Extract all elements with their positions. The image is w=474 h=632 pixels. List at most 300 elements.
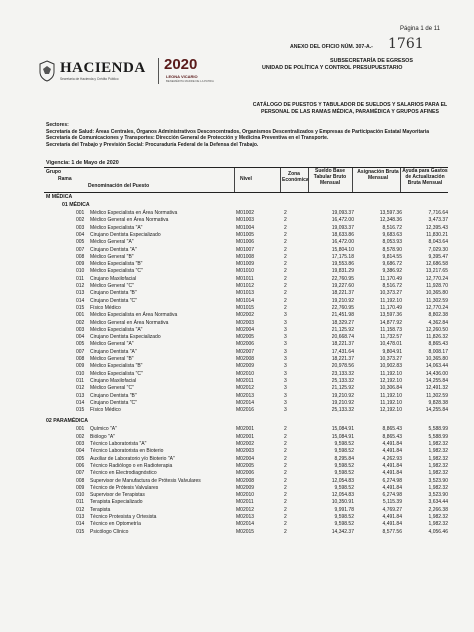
asignacion-value: 4,491.84 <box>382 470 402 477</box>
table-row <box>44 393 448 400</box>
sueldo-value: 14,342.37 <box>331 528 354 535</box>
nivel-code: M02013 <box>236 514 255 520</box>
zona-value: 3 <box>284 312 287 319</box>
puesto-name: Médico Especialista en Área Normativa <box>90 312 178 319</box>
rama-code: 015 <box>76 407 85 414</box>
sueldo-value: 15,084.91 <box>331 433 354 440</box>
table-row <box>44 499 448 506</box>
zona-value: 2 <box>284 268 287 275</box>
ayuda-value: 12,686.58 <box>425 261 448 268</box>
sectores-line: Secretaría del Trabajo y Previsión Social: Procuraduría Federal de la Defensa del Trabajo. <box>46 141 259 148</box>
rama-code: 009 <box>76 484 85 491</box>
rama-code: 002 <box>76 217 85 224</box>
puesto-name: Técnico Protesista y Ortesista <box>90 514 157 520</box>
sectores-line: Secretaría de Salud: Áreas Centrales, Órganos Administrativos Desconcentrados, Organismos Descentralizados y Empresas de Participación Estatal Mayoritaria <box>46 128 430 135</box>
puesto-name: Técnico Radiólogo o en Radioterapia <box>90 462 173 469</box>
sueldo-value: 16,472.00 <box>331 239 354 246</box>
year-text: 2020 <box>164 56 198 73</box>
nivel-code: M02012 <box>236 385 255 392</box>
table-row <box>44 448 448 455</box>
table-row <box>44 247 448 254</box>
catalogo-title: CATÁLOGO DE PUESTOS Y TABULADOR DE SUELDOS Y SALARIOS PARA EL PERSONAL DE LAS RAMAS MÉDICA, PARAMÉDICA Y GRUPOS AFINES <box>252 102 448 115</box>
unidad-title: UNIDAD DE POLÍTICA Y CONTROL PRESUPUESTARIO <box>262 65 403 71</box>
sueldo-value: 23,133.32 <box>331 370 354 377</box>
sectores-line: Secretaría de Comunicaciones y Transportes: Dirección General de Protección y Medicina Preventiva en el Transporte. <box>46 135 329 142</box>
nivel-code: M02010 <box>236 492 255 499</box>
sueldo-value: 20,978.56 <box>331 363 354 370</box>
ayuda-value: 14,063.44 <box>425 363 448 370</box>
sueldo-value: 9,598.52 <box>334 484 354 491</box>
puesto-name: Médico Especialista "B" <box>90 261 143 268</box>
header-denominacion: Denominación del Puesto <box>88 183 150 189</box>
sueldo-value: 12,054.83 <box>331 477 354 484</box>
puesto-name: Médico General "C" <box>90 385 134 392</box>
asignacion-value: 4,491.84 <box>382 484 402 491</box>
nivel-code: M02007 <box>236 348 255 355</box>
nivel-code: M01002 <box>236 210 255 216</box>
puesto-name: Cirujano Dentista "A" <box>90 348 137 355</box>
zona-value: 2 <box>284 210 287 216</box>
nivel-code: M02001 <box>236 433 255 440</box>
zona-value: 2 <box>284 514 287 520</box>
asignacion-value: 4,769.27 <box>382 506 402 513</box>
nivel-code: M02006 <box>236 470 255 477</box>
zona-value: 2 <box>284 528 287 535</box>
sueldo-value: 19,210.92 <box>331 392 354 399</box>
rama-title: 02 PARAMÉDICA <box>46 418 88 425</box>
asignacion-value: 4,491.84 <box>382 448 402 455</box>
asignacion-value: 10,902.83 <box>379 363 402 370</box>
nivel-code: M01006 <box>236 239 255 246</box>
nivel-code: M02009 <box>236 484 255 491</box>
nivel-code: M02016 <box>236 407 255 414</box>
zona-value: 2 <box>284 470 287 477</box>
rama-code: 008 <box>76 356 85 362</box>
sueldo-value: 21,125.92 <box>331 326 354 333</box>
rama-code: 007 <box>76 348 85 355</box>
sueldo-value: 15,084.91 <box>331 426 354 433</box>
nivel-code: M02008 <box>236 477 255 484</box>
nivel-code: M02004 <box>236 326 255 333</box>
nivel-code: M01009 <box>236 261 255 268</box>
nivel-code: M02011 <box>236 377 254 384</box>
asignacion-value: 8,053.93 <box>382 239 402 246</box>
table-row <box>44 470 448 477</box>
table-row <box>44 239 448 246</box>
nivel-code: M02005 <box>236 334 255 341</box>
rama-code: 010 <box>76 492 85 499</box>
asignacion-value: 10,373.27 <box>379 290 402 297</box>
nivel-code: M01008 <box>236 253 255 260</box>
table-row <box>44 327 448 334</box>
ayuda-value: 8,802.38 <box>428 312 448 319</box>
rama-code: 003 <box>76 326 85 333</box>
sueldo-value: 19,831.29 <box>331 268 354 275</box>
puesto-name: Terapista Especializado <box>90 499 143 506</box>
table-row <box>44 507 448 514</box>
year-logo <box>164 56 224 86</box>
ayuda-value: 1,982.32 <box>428 484 448 491</box>
puesto-name: Médico Especialista "C" <box>90 268 143 275</box>
rama-code: 009 <box>76 261 85 268</box>
nivel-code: M01012 <box>236 283 255 289</box>
ayuda-value: 3,473.37 <box>428 217 448 224</box>
header-ayuda: Ayuda para Gastos de Actualización Bruta Mensual <box>402 168 448 186</box>
ayuda-value: 11,830.21 <box>426 231 448 238</box>
table-row <box>44 349 448 356</box>
table-row <box>44 407 448 414</box>
ayuda-value: 3,634.44 <box>428 499 448 506</box>
zona-value: 3 <box>284 370 287 377</box>
sueldo-value: 19,210.92 <box>331 399 354 406</box>
asignacion-value: 8,516.72 <box>382 224 402 231</box>
ayuda-value: 12,770.24 <box>425 275 448 282</box>
puesto-name: Químico "A" <box>90 426 117 433</box>
asignacion-value: 10,478.01 <box>379 341 402 348</box>
ayuda-value: 1,982.32 <box>428 462 448 469</box>
sueldo-value: 21,125.92 <box>331 385 354 392</box>
zona-value: 2 <box>284 492 287 499</box>
ayuda-value: 14,255.84 <box>425 377 448 384</box>
rama-code: 007 <box>76 470 85 477</box>
zona-value: 3 <box>284 334 287 341</box>
header-asignacion: Asignación Bruta Mensual <box>357 169 399 181</box>
sueldo-value: 15,804.10 <box>331 246 354 253</box>
table-row <box>44 232 448 239</box>
puesto-name: Médico Especialista "A" <box>90 326 143 333</box>
zona-value: 2 <box>284 455 287 462</box>
asignacion-value: 4,491.84 <box>382 514 402 520</box>
puesto-name: Cirujano Dentista "C" <box>90 297 137 304</box>
table-row <box>44 356 448 363</box>
header-sueldo: Sueldo Base Tabular Bruto Mensual <box>313 168 347 186</box>
ayuda-value: 1,982.32 <box>428 470 448 477</box>
sueldo-value: 9,598.52 <box>334 448 354 455</box>
sueldo-value: 18,221.37 <box>331 356 354 362</box>
zona-value: 3 <box>284 326 287 333</box>
table-row <box>44 261 448 268</box>
puesto-name: Físico Médico <box>90 304 121 311</box>
nivel-code: M02014 <box>236 521 255 528</box>
table-row <box>44 521 448 528</box>
ayuda-value: 12,395.43 <box>425 224 448 231</box>
asignacion-value: 10,373.27 <box>379 356 402 362</box>
zona-value: 2 <box>284 441 287 447</box>
table-row <box>44 290 448 297</box>
vigencia: Vigencia: 1 de Mayo de 2020 <box>46 160 119 166</box>
nivel-code: M01004 <box>236 224 255 231</box>
table-row <box>44 371 448 378</box>
ayuda-value: 11,928.70 <box>426 283 448 289</box>
rama-code: 005 <box>76 239 85 246</box>
puesto-name: Cirujano Dentista Especializado <box>90 334 161 341</box>
ayuda-value: 4,056.46 <box>428 528 448 535</box>
table-row <box>44 441 448 448</box>
nivel-code: M02003 <box>236 448 255 455</box>
sueldo-value: 18,221.37 <box>331 341 354 348</box>
table-row <box>44 478 448 485</box>
sectores-line: Sectores: <box>46 122 69 128</box>
header-divider <box>308 168 309 192</box>
asignacion-value: 8,516.72 <box>382 283 402 289</box>
sueldo-value: 18,221.37 <box>331 290 354 297</box>
asignacion-value: 8,577.56 <box>382 528 402 535</box>
nivel-code: M02003 <box>236 319 255 326</box>
table-row <box>44 456 448 463</box>
rama-code: 005 <box>76 455 85 462</box>
puesto-name: Médico General "A" <box>90 341 134 348</box>
sueldo-value: 19,553.86 <box>331 261 354 268</box>
sueldo-value: 9,598.52 <box>334 521 354 528</box>
puesto-name: Médico General "C" <box>90 283 134 289</box>
rama-code: 011 <box>76 499 84 506</box>
nivel-code: M02006 <box>236 341 255 348</box>
sueldo-value: 19,093.37 <box>331 210 354 216</box>
rama-code: 001 <box>76 210 85 216</box>
oficio-label: ANEXO DEL OFICIO NÚM. 307-A.- <box>290 44 373 50</box>
table-row <box>44 385 448 392</box>
sueldo-value: 9,598.52 <box>334 514 354 520</box>
rama-code: 013 <box>76 514 85 520</box>
ayuda-value: 8,865.43 <box>428 341 448 348</box>
ayuda-value: 5,588.99 <box>428 433 448 440</box>
asignacion-value: 11,170.49 <box>380 275 402 282</box>
asignacion-value: 13,597.36 <box>379 210 402 216</box>
table-row <box>44 276 448 283</box>
puesto-name: Auxiliar de Laboratorio y/o Bioterio "A" <box>90 455 175 462</box>
nivel-code: M01003 <box>236 217 255 224</box>
sueldo-value: 10,350.91 <box>331 499 354 506</box>
rama-code: 007 <box>76 246 85 253</box>
logo-divider <box>158 58 159 84</box>
nivel-code: M02012 <box>236 506 255 513</box>
rama-code: 002 <box>76 319 85 326</box>
ayuda-value: 1,982.32 <box>428 441 448 447</box>
nivel-code: M02001 <box>236 426 255 433</box>
puesto-name: Técnico en Optometría <box>90 521 141 528</box>
sueldo-value: 19,227.60 <box>331 283 354 289</box>
asignacion-value: 12,192.10 <box>379 377 402 384</box>
rama-code: 012 <box>76 283 85 289</box>
ayuda-value: 8,008.17 <box>428 348 448 355</box>
puesto-name: Médico Especialista "B" <box>90 363 143 370</box>
puesto-name: Médico Especialista en Área Normativa <box>90 210 178 216</box>
rama-code: 011 <box>76 377 84 384</box>
ayuda-value: 3,523.90 <box>428 492 448 499</box>
nivel-code: M02015 <box>236 528 255 535</box>
nivel-code: M02004 <box>236 455 255 462</box>
sueldo-value: 9,598.52 <box>334 462 354 469</box>
asignacion-value: 13,597.36 <box>379 312 402 319</box>
asignacion-value: 6,274.98 <box>382 477 402 484</box>
zona-value: 2 <box>284 484 287 491</box>
puesto-name: Supervisor de Manufactura de Prótesis Valvulares <box>90 477 201 484</box>
rama-code: 003 <box>76 224 85 231</box>
nivel-code: M02011 <box>236 499 254 506</box>
table-row <box>44 225 448 232</box>
rama-code: 004 <box>76 231 85 238</box>
puesto-name: Técnico en Electrodiagnóstico <box>90 470 157 477</box>
sueldo-value: 22,760.95 <box>331 304 354 311</box>
zona-value: 2 <box>284 224 287 231</box>
table-row <box>44 254 448 261</box>
table-row <box>44 283 448 290</box>
header-divider <box>234 168 235 192</box>
zona-value: 2 <box>284 521 287 528</box>
asignacion-value: 12,192.10 <box>379 407 402 414</box>
rama-code: 012 <box>76 506 85 513</box>
zona-value: 2 <box>284 499 287 506</box>
rama-code: 004 <box>76 448 85 455</box>
ayuda-value: 11,302.59 <box>426 392 448 399</box>
table-row <box>44 378 448 385</box>
grupo-title: M MÉDICA <box>46 194 73 200</box>
puesto-name: Técnico de Prótesis Valvulares <box>90 484 159 491</box>
asignacion-value: 11,732.57 <box>380 334 402 341</box>
rama-code: 013 <box>76 392 85 399</box>
ayuda-value: 5,588.99 <box>428 426 448 433</box>
table-row <box>44 492 448 499</box>
asignacion-value: 9,804.91 <box>382 348 402 355</box>
asignacion-value: 11,158.73 <box>380 326 402 333</box>
asignacion-value: 11,170.49 <box>380 304 402 311</box>
asignacion-value: 6,274.98 <box>382 492 402 499</box>
asignacion-value: 11,192.10 <box>380 370 402 377</box>
rama-code: 003 <box>76 441 85 447</box>
logo-subtitle: Secretaría de Hacienda y Crédito Público <box>60 77 119 81</box>
sueldo-value: 19,210.92 <box>331 297 354 304</box>
puesto-name: Médico General en Área Normativa <box>90 217 169 224</box>
zona-value: 3 <box>284 377 287 384</box>
rama-code: 001 <box>76 312 85 319</box>
asignacion-value: 9,814.55 <box>382 253 402 260</box>
asignacion-value: 9,386.92 <box>382 268 402 275</box>
zona-value: 2 <box>284 246 287 253</box>
rama-code: 008 <box>76 253 85 260</box>
nivel-code: M02002 <box>236 441 255 447</box>
sueldo-value: 9,598.52 <box>334 470 354 477</box>
table-row <box>44 514 448 521</box>
table-row <box>44 312 448 319</box>
sueldo-value: 18,329.27 <box>331 319 354 326</box>
nivel-code: M01005 <box>236 231 255 238</box>
zona-value: 2 <box>284 239 287 246</box>
asignacion-value: 8,865.43 <box>382 433 402 440</box>
rama-code: 002 <box>76 433 85 440</box>
nivel-code: M02002 <box>236 312 255 319</box>
header-zona: Zona Económica <box>282 171 309 183</box>
zona-value: 2 <box>284 253 287 260</box>
zona-value: 2 <box>284 506 287 513</box>
logo-name: HACIENDA <box>60 60 146 76</box>
ayuda-value: 13,217.65 <box>425 268 448 275</box>
header-divider <box>400 168 401 192</box>
ayuda-value: 7,029.30 <box>428 246 448 253</box>
puesto-name: Técnico Laboratorista en Bioterio <box>90 448 164 455</box>
table-header <box>44 167 448 193</box>
zona-value: 3 <box>284 385 287 392</box>
puesto-name: Físico Médico <box>90 407 121 414</box>
zona-value: 3 <box>284 341 287 348</box>
puesto-name: Biólogo "A" <box>90 433 115 440</box>
rama-code: 015 <box>76 304 85 311</box>
zona-value: 3 <box>284 319 287 326</box>
ayuda-value: 11,826.32 <box>426 334 448 341</box>
asignacion-value: 8,865.43 <box>382 426 402 433</box>
nivel-code: M01007 <box>236 246 255 253</box>
puesto-name: Cirujano Maxilofacial <box>90 275 137 282</box>
sueldo-value: 12,054.83 <box>331 492 354 499</box>
sueldo-value: 19,093.37 <box>331 224 354 231</box>
asignacion-value: 4,491.84 <box>382 441 402 447</box>
puesto-name: Médico General en Área Normativa <box>90 319 169 326</box>
zona-value: 2 <box>284 231 287 238</box>
zona-value: 2 <box>284 275 287 282</box>
ayuda-value: 3,523.90 <box>428 477 448 484</box>
ayuda-value: 12,260.50 <box>425 326 448 333</box>
sueldo-value: 9,598.52 <box>334 441 354 447</box>
sueldo-value: 21,451.98 <box>331 312 354 319</box>
asignacion-value: 4,262.93 <box>382 455 402 462</box>
asignacion-value: 8,578.90 <box>382 246 402 253</box>
asignacion-value: 11,192.10 <box>380 392 402 399</box>
asignacion-value: 12,348.36 <box>379 217 402 224</box>
rama-code: 001 <box>76 426 85 433</box>
ayuda-value: 9,395.47 <box>428 253 448 260</box>
nivel-code: M02013 <box>236 392 255 399</box>
ayuda-value: 2,266.38 <box>428 506 448 513</box>
puesto-name: Médico Especialista "A" <box>90 224 143 231</box>
ayuda-value: 1,982.32 <box>428 521 448 528</box>
puesto-name: Psicólogo Clínico <box>90 528 129 535</box>
rama-code: 013 <box>76 290 85 297</box>
header-divider <box>280 168 281 192</box>
sectores-block <box>46 122 446 148</box>
zona-value: 3 <box>284 399 287 406</box>
sueldo-value: 20,668.74 <box>331 334 354 341</box>
table-row <box>44 298 448 305</box>
table-row <box>44 268 448 275</box>
nivel-code: M02009 <box>236 363 255 370</box>
sueldo-value: 8,295.84 <box>334 455 354 462</box>
page-number: Página 1 de 11 <box>400 26 440 32</box>
sueldo-value: 9,991.78 <box>334 506 354 513</box>
nivel-code: M01015 <box>236 304 255 311</box>
rama-code: 014 <box>76 297 85 304</box>
zona-value: 3 <box>284 407 287 414</box>
table-row <box>44 426 448 433</box>
rama-code: 010 <box>76 370 85 377</box>
puesto-name: Médico General "B" <box>90 253 134 260</box>
puesto-name: Cirujano Maxilofacial <box>90 377 137 384</box>
asignacion-value: 4,491.84 <box>382 521 402 528</box>
asignacion-value: 4,491.84 <box>382 462 402 469</box>
puesto-name: Cirujano Dentista Especializado <box>90 231 161 238</box>
asignacion-value: 11,192.10 <box>380 399 402 406</box>
zona-value: 2 <box>284 290 287 297</box>
zona-value: 2 <box>284 283 287 289</box>
rama-code: 009 <box>76 363 85 370</box>
asignacion-value: 9,683.63 <box>382 231 402 238</box>
nivel-code: M01011 <box>236 275 254 282</box>
zona-value: 3 <box>284 356 287 362</box>
ayuda-value: 1,982.32 <box>428 448 448 455</box>
ayuda-value: 11,302.59 <box>426 297 448 304</box>
zona-value: 2 <box>284 462 287 469</box>
table-row <box>44 529 448 536</box>
sueldo-value: 25,133.32 <box>331 377 354 384</box>
ayuda-value: 7,716.64 <box>428 210 448 216</box>
